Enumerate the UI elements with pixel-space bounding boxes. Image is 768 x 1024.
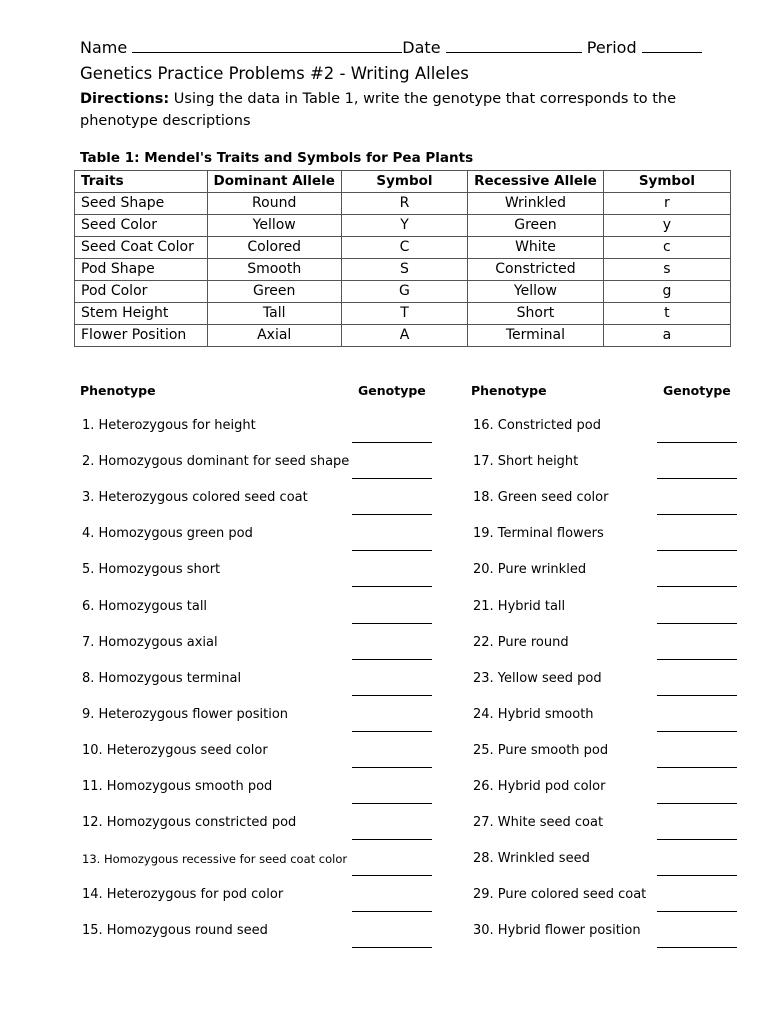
dominant-symbol-cell: R (341, 193, 467, 215)
dominant-allele-cell: Round (207, 193, 341, 215)
table-row (75, 237, 731, 259)
trait-cell: Stem Height (75, 303, 208, 325)
period-blank[interactable] (642, 38, 702, 53)
directions (80, 88, 700, 132)
genotype-answer-blank[interactable] (352, 623, 432, 624)
trait-cell: Pod Color (75, 281, 208, 303)
phenotype-text: 29. Pure colored seed coat (473, 887, 647, 903)
trait-cell: Seed Color (75, 215, 208, 237)
right-problem-item (473, 741, 739, 777)
phenotype-text: 17. Short height (473, 454, 579, 470)
genotype-answer-blank[interactable] (352, 586, 432, 587)
name-label: Name (80, 38, 128, 57)
genotype-answer-blank[interactable] (352, 514, 432, 515)
right-problem-item (473, 669, 739, 705)
recessive-symbol-cell: a (603, 325, 730, 347)
genotype-answer-blank[interactable] (657, 659, 737, 660)
left-problem-item (82, 524, 434, 560)
left-problem-item (82, 777, 434, 813)
dominant-symbol-cell: T (341, 303, 467, 325)
recessive-allele-cell: Green (468, 215, 604, 237)
phenotype-text: 9. Heterozygous flower position (82, 706, 289, 722)
right-problem-item (473, 921, 739, 957)
genotype-answer-blank[interactable] (352, 875, 432, 876)
right-problem-item (473, 849, 739, 885)
phenotype-text: 22. Pure round (473, 634, 569, 650)
left-problem-item (82, 633, 434, 669)
trait-cell: Seed Coat Color (75, 237, 208, 259)
directions-label: Directions: (80, 91, 170, 107)
recessive-symbol-cell: y (603, 215, 730, 237)
right-phenotype-heading: Phenotype (471, 383, 547, 398)
recessive-symbol-cell: t (603, 303, 730, 325)
phenotype-text: 15. Homozygous round seed (82, 923, 268, 939)
genotype-answer-blank[interactable] (352, 695, 432, 696)
phenotype-text: 5. Homozygous short (82, 562, 221, 578)
dominant-allele-cell: Smooth (207, 259, 341, 281)
name-blank[interactable] (132, 38, 402, 53)
phenotype-text: 18. Green seed color (473, 490, 609, 506)
phenotype-text: 20. Pure wrinkled (473, 562, 587, 578)
left-genotype-heading: Genotype (358, 383, 426, 398)
recessive-allele-cell: Yellow (468, 281, 604, 303)
left-problem-item (82, 849, 434, 885)
genotype-answer-blank[interactable] (657, 911, 737, 912)
phenotype-text: 26. Hybrid pod color (473, 779, 606, 794)
genotype-answer-blank[interactable] (657, 875, 737, 876)
phenotype-text: 7. Homozygous axial (82, 634, 218, 650)
left-problem-item (82, 488, 434, 524)
genotype-answer-blank[interactable] (657, 947, 737, 948)
phenotype-text: 2. Homozygous dominant for seed shape (82, 454, 350, 470)
right-problem-item (473, 777, 739, 813)
right-problem-item (473, 885, 739, 921)
genotype-answer-blank[interactable] (352, 911, 432, 912)
dominant-symbol-cell: Y (341, 215, 467, 237)
left-problem-item (82, 741, 434, 777)
phenotype-text: 8. Homozygous terminal (82, 670, 242, 686)
genotype-answer-blank[interactable] (657, 478, 737, 479)
recessive-symbol-cell: r (603, 193, 730, 215)
genotype-answer-blank[interactable] (352, 731, 432, 732)
phenotype-text: 11. Homozygous smooth pod (82, 779, 273, 794)
header-dominant-allele: Dominant Allele (207, 171, 341, 193)
dominant-symbol-cell: C (341, 237, 467, 259)
right-problem-item (473, 633, 739, 669)
recessive-allele-cell: Constricted (468, 259, 604, 281)
table-row (75, 303, 731, 325)
phenotype-text: 28. Wrinkled seed (473, 851, 590, 867)
right-problem-item (473, 705, 739, 741)
right-problem-item (473, 560, 739, 596)
left-problem-item (82, 597, 434, 633)
left-problem-item (82, 705, 434, 741)
dominant-allele-cell: Green (207, 281, 341, 303)
table-row (75, 281, 731, 303)
right-problem-item (473, 524, 739, 560)
genotype-answer-blank[interactable] (657, 514, 737, 515)
genotype-answer-blank[interactable] (352, 947, 432, 948)
genotype-answer-blank[interactable] (352, 839, 432, 840)
left-problem-item (82, 885, 434, 921)
genotype-answer-blank[interactable] (657, 623, 737, 624)
genotype-answer-blank[interactable] (352, 767, 432, 768)
genotype-answer-blank[interactable] (352, 550, 432, 551)
left-phenotype-heading: Phenotype (80, 383, 156, 398)
dominant-allele-cell: Yellow (207, 215, 341, 237)
header-traits: Traits (75, 171, 208, 193)
trait-cell: Pod Shape (75, 259, 208, 281)
genotype-answer-blank[interactable] (352, 659, 432, 660)
genotype-answer-blank[interactable] (657, 839, 737, 840)
recessive-allele-cell: White (468, 237, 604, 259)
header-recessive-symbol: Symbol (603, 171, 730, 193)
phenotype-text: 6. Homozygous tall (82, 598, 208, 614)
genotype-answer-blank[interactable] (352, 803, 432, 804)
genotype-answer-blank[interactable] (657, 731, 737, 732)
genotype-answer-blank[interactable] (352, 478, 432, 479)
right-genotype-heading: Genotype (663, 383, 731, 398)
period-label: Period (586, 38, 637, 57)
right-problem-item (473, 452, 739, 488)
genotype-answer-blank[interactable] (657, 803, 737, 804)
header-dominant-symbol: Symbol (341, 171, 467, 193)
phenotype-text: 30. Hybrid flower position (473, 923, 641, 939)
dominant-symbol-cell: A (341, 325, 467, 347)
phenotype-text: 19. Terminal flowers (473, 526, 604, 542)
page-title: Genetics Practice Problems #2 - Writing Alleles (80, 64, 469, 83)
recessive-symbol-cell: g (603, 281, 730, 303)
table-header-row (75, 171, 731, 193)
phenotype-text: 3. Heterozygous colored seed coat (82, 490, 308, 506)
phenotype-text: 1. Heterozygous for height (82, 418, 256, 433)
table-row (75, 193, 731, 215)
genotype-answer-blank[interactable] (657, 586, 737, 587)
table-row (75, 259, 731, 281)
dominant-symbol-cell: S (341, 259, 467, 281)
date-blank[interactable] (446, 38, 582, 53)
phenotype-text: 13. Homozygous recessive for seed coat color (82, 852, 348, 867)
phenotype-text: 27. White seed coat (473, 815, 604, 831)
right-problem-item (473, 488, 739, 524)
left-problem-item (82, 416, 434, 452)
left-problem-item (82, 813, 434, 849)
table-row (75, 215, 731, 237)
left-problem-item (82, 921, 434, 957)
right-problem-item (473, 597, 739, 633)
left-problem-item (82, 560, 434, 596)
table-row (75, 325, 731, 347)
genotype-answer-blank[interactable] (352, 442, 432, 443)
recessive-allele-cell: Wrinkled (468, 193, 604, 215)
table-caption: Table 1: Mendel's Traits and Symbols for Pea Plants (80, 150, 474, 166)
right-problem-item (473, 813, 739, 849)
traits-table (74, 170, 731, 347)
left-problem-item (82, 452, 434, 488)
dominant-allele-cell: Colored (207, 237, 341, 259)
left-problem-item (82, 669, 434, 705)
genotype-answer-blank[interactable] (657, 442, 737, 443)
dominant-allele-cell: Tall (207, 303, 341, 325)
phenotype-text: 21. Hybrid tall (473, 598, 566, 614)
phenotype-text: 25. Pure smooth pod (473, 742, 609, 758)
recessive-symbol-cell: s (603, 259, 730, 281)
phenotype-text: 14. Heterozygous for pod color (82, 887, 284, 903)
phenotype-text: 4. Homozygous green pod (82, 526, 253, 542)
right-problem-item (473, 416, 739, 452)
directions-text: Using the data in Table 1, write the genotype that corresponds to the phenotype descriptions (80, 91, 677, 129)
genotype-answer-blank[interactable] (657, 767, 737, 768)
phenotype-text: 24. Hybrid smooth (473, 706, 594, 722)
phenotype-text: 23. Yellow seed pod (473, 670, 602, 686)
trait-cell: Flower Position (75, 325, 208, 347)
recessive-allele-cell: Short (468, 303, 604, 325)
dominant-allele-cell: Axial (207, 325, 341, 347)
header-line (80, 38, 730, 57)
phenotype-text: 16. Constricted pod (473, 418, 601, 433)
phenotype-text: 12. Homozygous constricted pod (82, 815, 297, 831)
date-label: Date (402, 38, 441, 57)
trait-cell: Seed Shape (75, 193, 208, 215)
traits-table-body (75, 193, 731, 347)
phenotype-text: 10. Heterozygous seed color (82, 742, 268, 758)
genotype-answer-blank[interactable] (657, 695, 737, 696)
genotype-answer-blank[interactable] (657, 550, 737, 551)
recessive-symbol-cell: c (603, 237, 730, 259)
recessive-allele-cell: Terminal (468, 325, 604, 347)
header-recessive-allele: Recessive Allele (468, 171, 604, 193)
dominant-symbol-cell: G (341, 281, 467, 303)
